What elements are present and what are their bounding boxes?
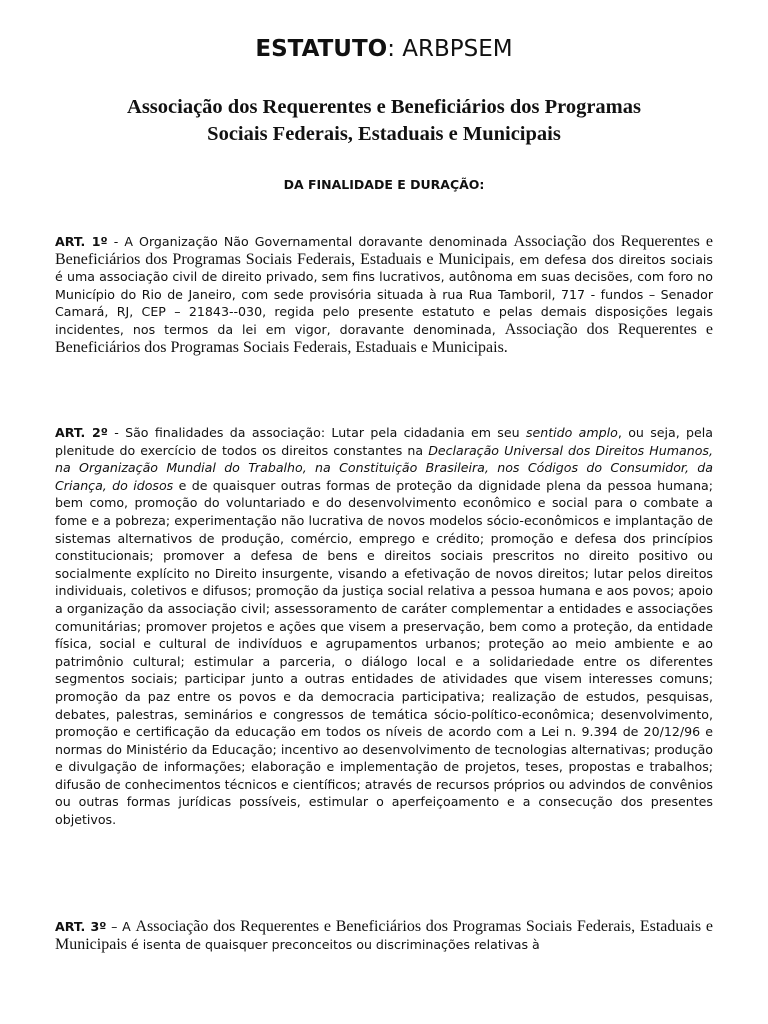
subtitle-line-2: Sociais Federais, Estaduais e Municipais [207,123,561,145]
article-1-text-2: , em defesa dos direitos sociais é uma associação civil de direito privado, sem fins lucrativos, autônoma em suas decisões, com foro no Município do Rio de Janeiro, com sede provisória situada à rua Rua Tamboril, 717 - fundos – Senador Camará, RJ, CEP – 21843--030, regida pelo presente estatuto e pelas demais disposições legais incidentes, nos termos da lei em vigor, doravante denominada, [55,251,713,337]
article-2-label: ART. 2º [55,425,108,440]
article-1-association-name-2: Associação dos Requerentes e Beneficiários dos Programas Sociais Federais, Estaduais e Municipais [55,320,713,356]
title-bold: ESTATUTO [255,36,388,62]
document-title [0,34,768,64]
article-2-text-2: , ou seja, pela plenitude do exercício de todos os direitos constantes na [55,425,714,458]
article-3-association-name: Associação dos Requerentes e Beneficiários dos Programas Sociais Federais, Estaduais e Municipais [55,918,714,953]
article-1-association-name-1: Associação dos Requerentes e Beneficiários dos Programas Sociais Federais, Estaduais e Municipais [55,233,714,268]
article-1-text-1: - A Organização Não Governamental doravante denominada [107,234,514,249]
section-heading: DA FINALIDADE E DURAÇÃO: [283,177,485,192]
subtitle-line-1: Associação dos Requerentes e Beneficiários dos Programas [127,96,641,118]
article-1-end: . [503,338,508,356]
article-2-italic-1: sentido amplo [525,425,618,440]
article-3-text-2: é isenta de quaisquer preconceitos ou discriminações relativas à [127,936,540,952]
document-subtitle [40,94,728,148]
article-2-text-3: e de quaisquer outras formas de proteção da dignidade plena da pessoa humana; bem como, promoção do voluntariado e do desenvolvimento econômico e social para o combate a fome e a pobreza; experimentação não lucrativa de novos modelos sócio-econômicos e implantação de sistemas alternativos de produção, comércio, emprego e crédito; promoção e defesa dos princípios constitucionais; promover a defesa de bens e direitos sociais prescritos no direito positivo ou socialmente explícito no Direito insurgente, visando a efetivação de novos direitos; lutar pelos direitos individuais, coletivos e difusos; promoção da justiça social relativa a pessoa humana e aos povos; apoio a organização da associação civil; assessoramento de caráter complementar a entidades e associações comunitárias; promover projetos e ações que visem a preservação, bem como a proteção, da entidade física, social e cultural de indivíduos e agrupamentos urbanos; proteção ao meio ambiente e ao patrimônio cultural; estimular a parceria, o diálogo local e a solidariedade entre os diferentes segmentos sociais; participar junto a outras entidades de atividades que visem interesses comuns; promoção da paz entre os povos e da democracia participativa; realização de estudos, pesquisas, debates, palestras, seminários e congressos de temática sócio-político-econômica; desenvolvimento, promoção e certificação da educação em todos os níveis de acordo com a Lei n. 9.394 de 20/12/96 e normas do Ministério da Educação; incentivo ao desenvolvimento de tecnologias alternativas; produção e divulgação de informações; elaboração e implementação de projetos, teses, propostas e trabalhos; difusão de conhecimentos técnicos e científicos; através de recursos próprios ou advindos de convênios ou outras formas jurídicas possíveis, estimular o aperfeiçoamento e a consecução dos presentes objetivos. [55,477,714,828]
article-2 [55,424,713,829]
article-2-italic-2: Declaração Universal dos Direitos Humanos, na Organização Mundial do Trabalho, na Constituição Brasileira, nos Códigos do Consumidor, da Criança, do idosos [55,442,713,493]
title-rest: : ARBPSEM [387,36,513,62]
article-3-text-1: – A [106,919,136,934]
article-2-text-1: - São finalidades da associação: Lutar pela cidadania em seu [107,425,526,440]
article-1-label: ART. 1º [55,234,108,249]
article-3 [55,918,713,953]
article-3-label: ART. 3º [55,919,107,934]
article-1 [55,233,713,356]
